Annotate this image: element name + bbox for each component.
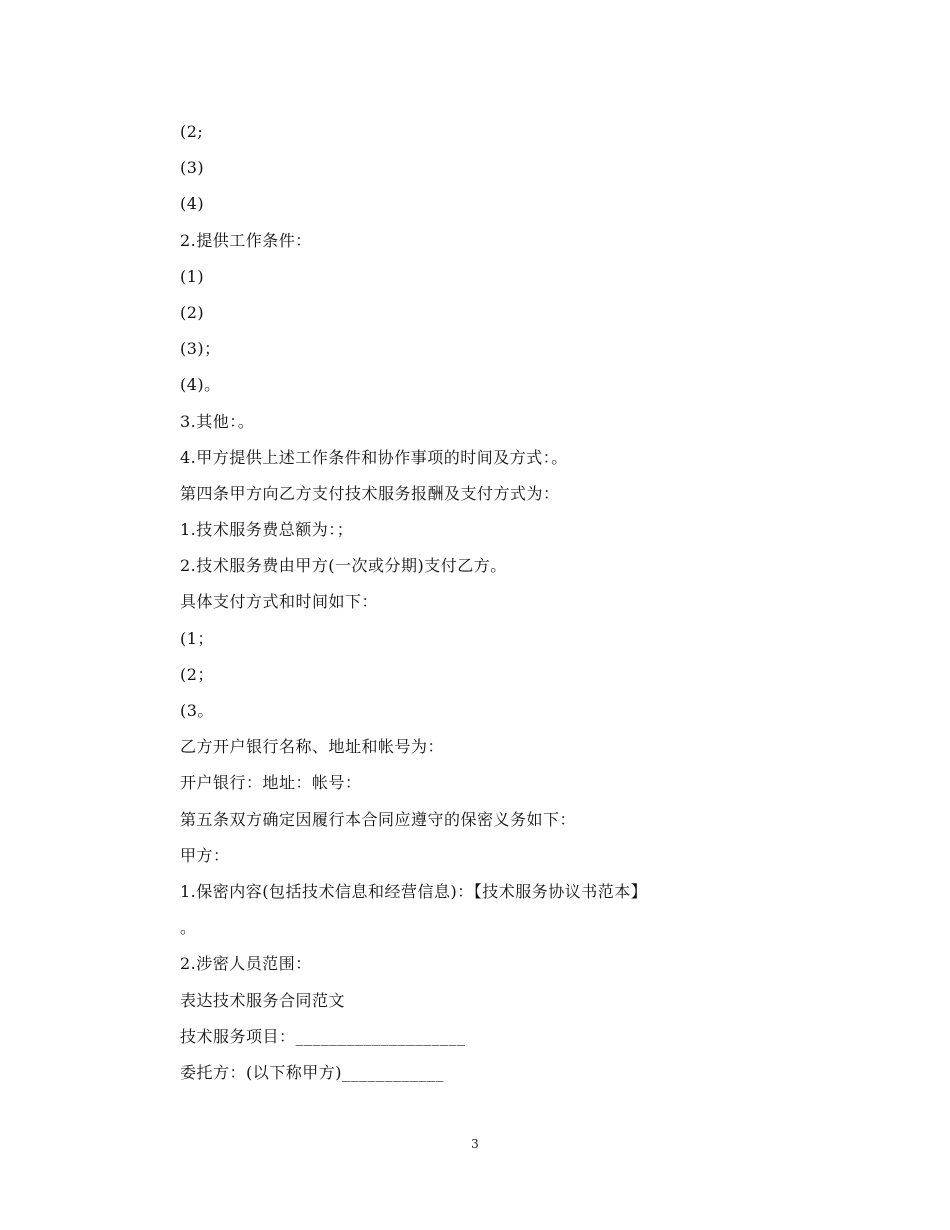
section-heading: 第五条双方确定因履行本合同应遵守的保密义务如下：: [180, 809, 577, 829]
document-body: [180, 114, 780, 1091]
text-line: (4): [180, 194, 205, 214]
text-line: (3): [180, 158, 205, 178]
text-line: 。: [180, 918, 197, 938]
text-line: (1): [180, 266, 205, 286]
text-line: 1.技术服务费总额为：；: [180, 520, 354, 540]
text-line: 2.涉密人员范围：: [180, 954, 312, 974]
text-line: (2;: [180, 122, 204, 141]
text-line: (3。: [180, 701, 214, 720]
text-line: 乙方开户银行名称、地址和帐号为：: [180, 737, 445, 757]
text-line: (3)；: [180, 339, 221, 359]
text-line: (2): [180, 302, 205, 322]
text-line: 技术服务项目：____________________: [180, 1026, 466, 1046]
text-line: 开户银行：地址：帐号：: [180, 773, 362, 793]
page-number: 3: [471, 1137, 479, 1151]
text-line: (1；: [180, 628, 214, 648]
text-line: 委托方：(以下称甲方)____________: [180, 1062, 444, 1082]
text-line: (2；: [180, 664, 214, 684]
text-line: 1.保密内容(包括技术信息和经营信息)：【技术服务协议书范本】: [180, 881, 648, 901]
text-line: 2.提供工作条件：: [180, 230, 312, 250]
text-line: (4)。: [180, 375, 221, 395]
text-line: 3.其他：。: [180, 411, 255, 431]
section-heading: 第四条甲方向乙方支付技术服务报酬及支付方式为：: [180, 483, 560, 503]
text-line: 表达技术服务合同范文: [180, 990, 346, 1010]
text-line: 甲方：: [180, 845, 230, 865]
text-line: 具体支付方式和时间如下：: [180, 592, 379, 612]
text-line: 4.甲方提供上述工作条件和协作事项的时间及方式：。: [180, 447, 568, 467]
text-line: 2.技术服务费由甲方(一次或分期)支付乙方。: [180, 556, 507, 576]
